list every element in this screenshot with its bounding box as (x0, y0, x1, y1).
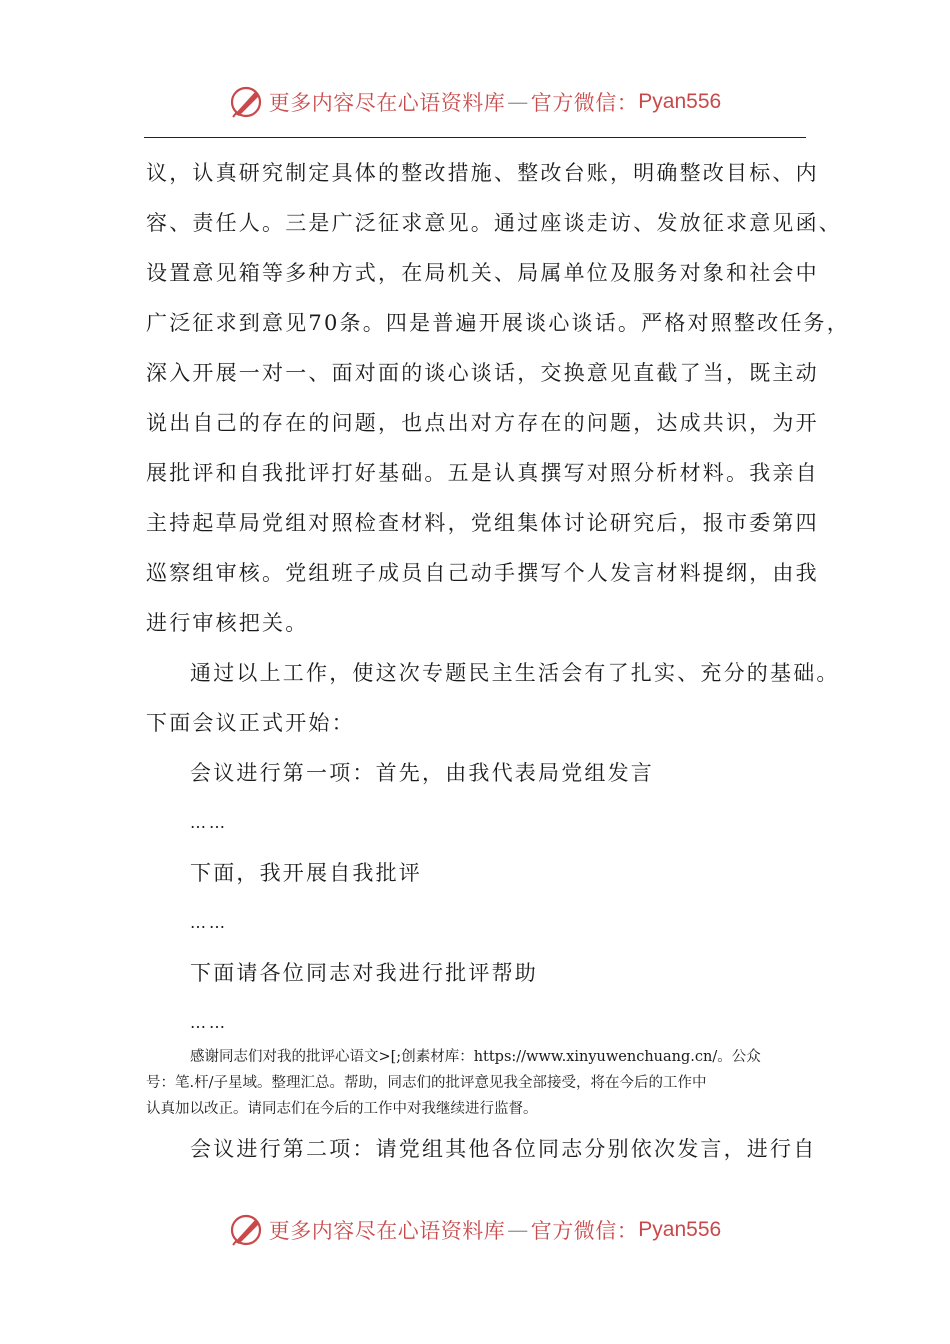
header-banner (0, 82, 950, 122)
paragraph-line: 展批评和自我批评打好基础。五是认真撰写对照分析材料。我亲自 (146, 461, 819, 485)
paragraph-line: 进行审核把关。 (146, 611, 309, 635)
footer-wechat-label: 官方微信： (530, 1219, 639, 1243)
small-line: 感谢同志们对我的批评心语文>[;创素材库：https://www.xinyuwenchuang.cn/。公众 (190, 1049, 761, 1065)
agenda-item-1: 会议进行第一项：首先，由我代表局党组发言 (190, 761, 654, 785)
footer-separator: — (507, 1218, 529, 1242)
paragraph-line: 容、责任人。三是广泛征求意见。通过座谈走访、发放征求意见函、 (146, 211, 842, 235)
ellipsis: …… (190, 813, 228, 832)
header-wechat-label: 官方微信： (530, 91, 639, 115)
pen-logo-icon (229, 1212, 265, 1248)
small-line: 号：笔.杆/子星域。整理汇总。帮助，同志们的批评意见我全部接受，将在今后的工作中 (146, 1075, 707, 1091)
paragraph-line: 广泛征求到意见70条。四是普遍开展谈心谈话。严格对照整改任务， (146, 311, 850, 335)
paragraph-line: 设置意见箱等多种方式，在局机关、局属单位及服务对象和社会中 (146, 261, 819, 285)
paragraph-line: 主持起草局党组对照检查材料，党组集体讨论研究后，报市委第四 (146, 511, 819, 535)
ellipsis: …… (190, 913, 228, 932)
header-site-text: 更多内容尽在心语资料库 (268, 91, 506, 115)
small-paragraph (146, 1044, 810, 1122)
paragraph-line: 通过以上工作，使这次专题民主生活会有了扎实、充分的基础。 (190, 661, 840, 685)
paragraph-line: 深入开展一对一、面对面的谈心谈话，交换意见直截了当，既主动 (146, 361, 819, 385)
paragraph-line: 巡察组审核。党组班子成员自己动手撰写个人发言材料提纲，由我 (146, 561, 819, 585)
footer-wechat-id: Pyan556 (638, 1218, 722, 1241)
paragraph-line: 说出自己的存在的问题，也点出对方存在的问题，达成共识，为开 (146, 411, 819, 435)
footer-site-text: 更多内容尽在心语资料库 (268, 1219, 506, 1243)
agenda-item-2: 会议进行第二项：请党组其他各位同志分别依次发言，进行自 (190, 1137, 817, 1161)
header-wechat-id: Pyan556 (638, 90, 722, 113)
header-separator: — (507, 90, 529, 114)
ellipsis: …… (190, 1013, 228, 1032)
self-criticism-line: 下面，我开展自我批评 (190, 861, 422, 885)
request-criticism-line: 下面请各位同志对我进行批评帮助 (190, 961, 538, 985)
header-rule (144, 137, 806, 138)
pen-logo-icon (229, 84, 265, 120)
paragraph-line: 下面会议正式开始： (146, 711, 355, 735)
document-body (146, 148, 850, 1174)
small-line: 认真加以改正。请同志们在今后的工作中对我继续进行监督。 (146, 1101, 538, 1117)
paragraph-line: 议，认真研究制定具体的整改措施、整改台账，明确整改目标、内 (146, 161, 819, 185)
footer-banner (0, 1210, 950, 1250)
